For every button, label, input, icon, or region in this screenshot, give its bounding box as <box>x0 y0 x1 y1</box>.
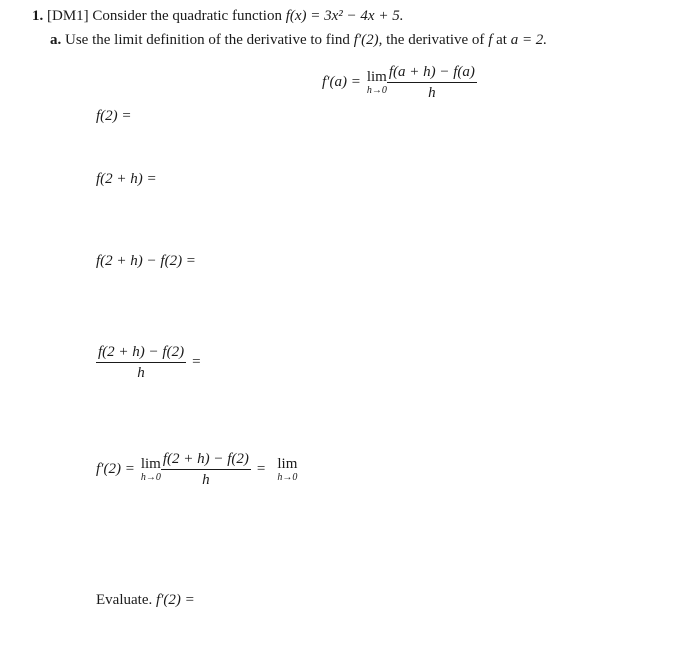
definition-limit <box>367 70 387 96</box>
step-difference-quotient <box>96 344 201 381</box>
definition-lim-sub: h→0 <box>366 84 387 96</box>
step-f2h: f(2 + h) = <box>96 171 157 187</box>
problem-tag: [DM1] <box>47 8 89 24</box>
limit-equals: = <box>256 461 266 477</box>
part-a-at: at <box>496 32 507 48</box>
part-a-text-1: Use the limit definition of the derivative to find <box>65 32 350 48</box>
limit-operator <box>141 457 161 483</box>
definition-fraction <box>387 64 477 101</box>
definition-lim-text: lim <box>366 68 387 85</box>
limit-denominator: h <box>202 472 210 488</box>
derivative-definition <box>322 64 477 101</box>
part-a-text-2: the derivative of <box>386 32 485 48</box>
limit2-lim-sub: h→0 <box>277 471 298 483</box>
evaluate-expression: f′(2) = <box>155 592 195 608</box>
definition-lhs: f′(a) = <box>322 74 361 90</box>
limit-lim-sub: h→0 <box>140 471 161 483</box>
problem-intro: Consider the quadratic function <box>92 8 282 24</box>
definition-numerator: f(a + h) − f(a) <box>387 64 477 83</box>
part-a-a-value: a = 2. <box>510 32 548 48</box>
limit-lim-text: lim <box>140 455 161 472</box>
part-a-f-symbol: f <box>488 32 493 48</box>
limit-lhs: f′(2) = <box>96 461 135 477</box>
function-definition: f(x) = 3x² − 4x + 5. <box>285 8 404 24</box>
limit-operator-2 <box>277 457 297 483</box>
step-f2: f(2) = <box>96 108 132 124</box>
problem-number: 1. <box>32 8 44 24</box>
part-a-instruction <box>50 32 547 49</box>
limit-fraction <box>161 451 251 488</box>
limit2-lim-text: lim <box>277 455 298 472</box>
quotient-fraction <box>96 344 186 381</box>
limit-line <box>96 451 297 488</box>
evaluate-label: Evaluate. <box>96 592 153 608</box>
quotient-numerator: f(2 + h) − f(2) <box>96 344 186 363</box>
definition-denominator: h <box>428 85 436 101</box>
problem-header <box>32 8 403 25</box>
quotient-denominator: h <box>137 365 145 381</box>
part-a-target: f′(2), <box>353 32 383 48</box>
step-difference: f(2 + h) − f(2) = <box>96 253 196 269</box>
evaluate-line <box>96 592 195 609</box>
limit-numerator: f(2 + h) − f(2) <box>161 451 251 470</box>
quotient-equals: = <box>192 354 201 370</box>
part-a-label: a. <box>50 32 62 48</box>
